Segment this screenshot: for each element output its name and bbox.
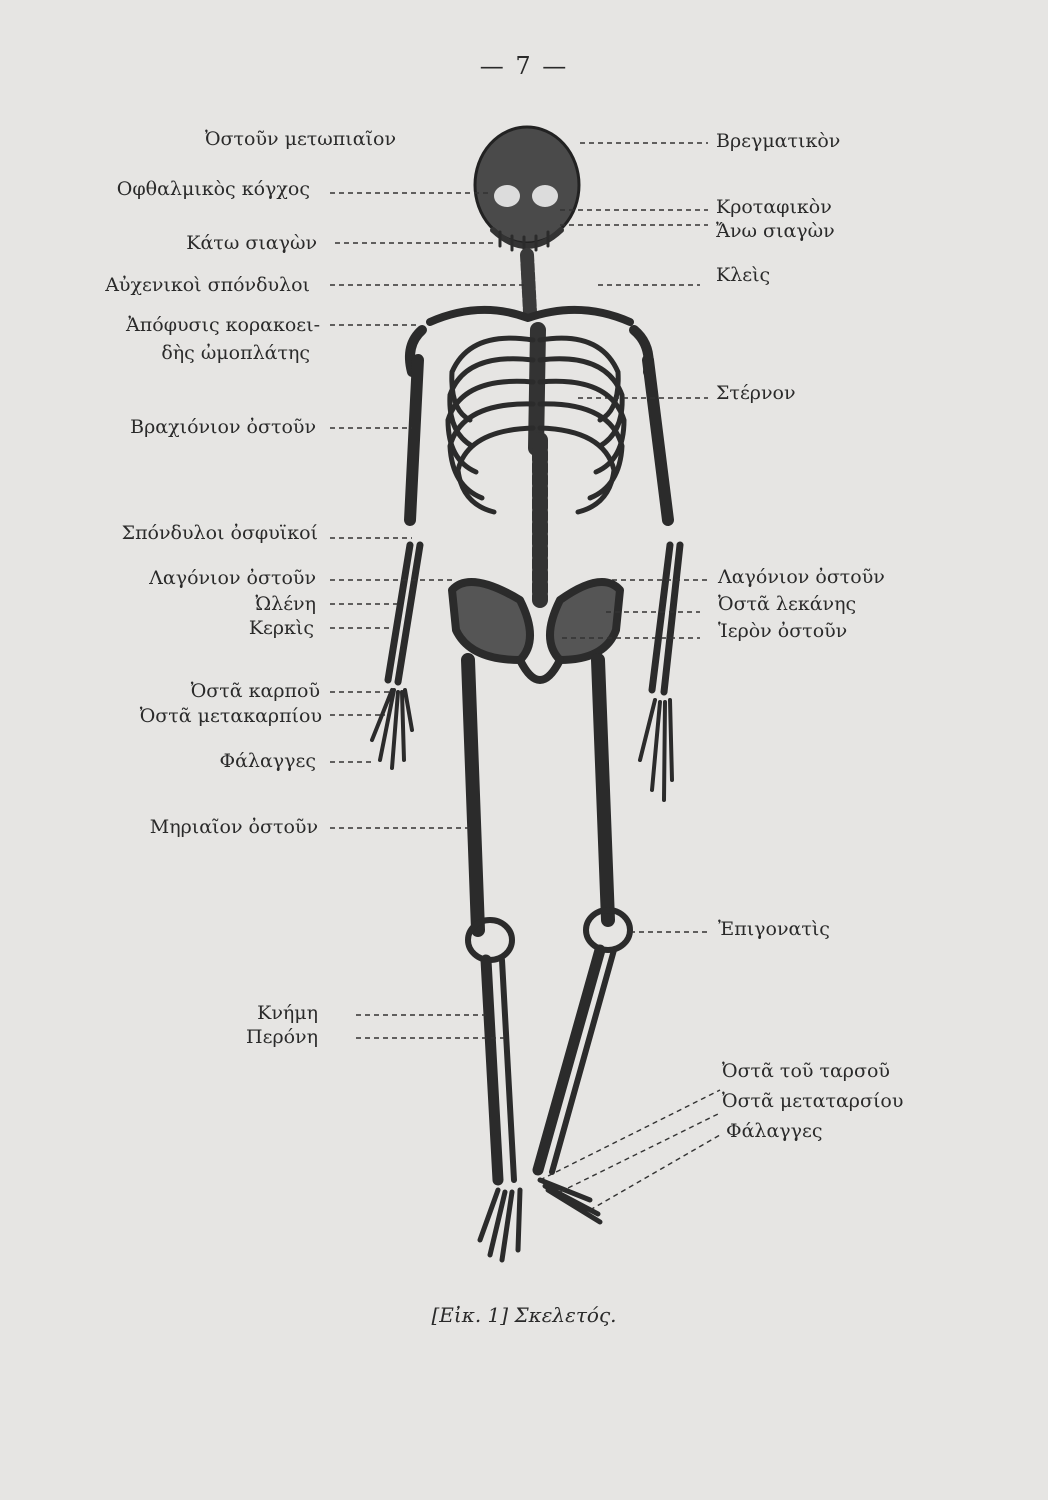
label-radius: Κερκὶς	[248, 617, 314, 639]
label-upper-jaw: Ἄνω σιαγὼν	[716, 220, 835, 242]
label-frontal-bone: Ὀστοῦν μετωπιαῖον	[204, 128, 396, 150]
label-ilium-right: Λαγόνιον ὀστοῦν	[718, 566, 885, 588]
label-ulna: Ὠλένη	[255, 593, 316, 615]
label-carpal-bones: Ὀστᾶ καρποῦ	[190, 680, 320, 702]
label-humerus: Βραχιόνιον ὀστοῦν	[130, 416, 316, 438]
label-lumbar-vertebrae: Σπόνδυλοι ὀσφυϊκοί	[121, 522, 318, 544]
label-parietal: Βρεγματικὸν	[716, 130, 841, 152]
label-pelvic-bones: Ὀστᾶ λεκάνης	[718, 593, 857, 615]
label-femur: Μηριαῖον ὀστοῦν	[149, 816, 318, 838]
label-clavicle: Κλεὶς	[716, 264, 771, 286]
label-fibula: Περόνη	[246, 1026, 318, 1048]
page-number: — 7 —	[479, 52, 569, 80]
label-tibia: Κνήμη	[257, 1002, 318, 1024]
label-cervical-vertebrae: Αὐχενικοὶ σπόνδυλοι	[105, 274, 310, 296]
label-sternum: Στέρνον	[716, 382, 796, 404]
label-metacarpal-bones: Ὀστᾶ μετακαρπίου	[139, 705, 322, 727]
label-coracoid-process-2: δὴς ὠμοπλάτης	[161, 342, 310, 364]
label-coracoid-process-1: Ἀπόφυσις κορακοει-	[126, 314, 320, 336]
label-lower-jaw: Κάτω σιαγὼν	[186, 232, 317, 254]
label-patella: Ἐπιγονατὶς	[718, 918, 830, 940]
label-metatarsal-bones: Ὀστᾶ μεταταρσίου	[722, 1090, 904, 1112]
figure-caption: [Εἰκ. 1] Σκελετός.	[431, 1303, 617, 1327]
label-ilium-left: Λαγόνιον ὀστοῦν	[149, 567, 316, 589]
label-foot-phalanges: Φάλαγγες	[726, 1120, 823, 1142]
label-temporal: Κροταφικὸν	[716, 196, 832, 218]
label-sacrum: Ἱερὸν ὀστοῦν	[718, 620, 848, 642]
label-tarsal-bones: Ὀστᾶ τοῦ ταρσοῦ	[722, 1060, 890, 1082]
label-hand-phalanges: Φάλαγγες	[219, 750, 316, 772]
label-eye-socket: Οφθαλμικὸς κόγχος	[116, 178, 310, 200]
